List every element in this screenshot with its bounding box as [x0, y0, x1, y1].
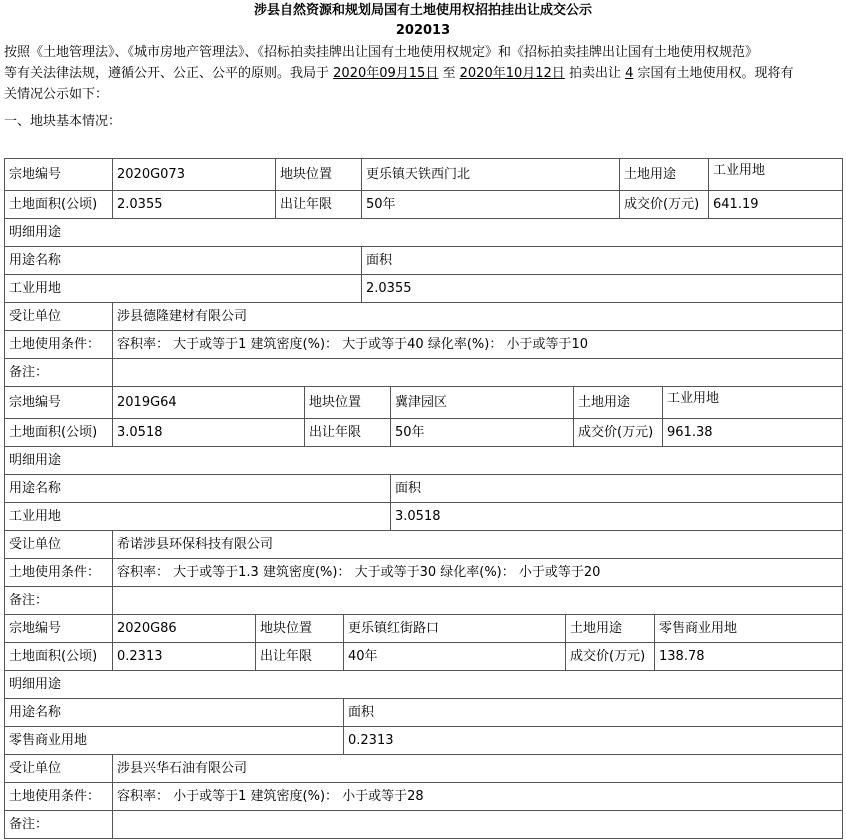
- table-row: [5, 447, 843, 475]
- location-label: 地块位置: [305, 387, 391, 419]
- term-label: 出让年限: [305, 419, 391, 447]
- price-label: 成交价(万元): [566, 643, 655, 671]
- table-row: [5, 643, 843, 671]
- grantee: 涉县兴华石油有限公司: [113, 755, 843, 783]
- conditions: 容积率： 大于或等于1.3 建筑密度(%)： 大于或等于30 绿化率(%)： 小于或等于20: [113, 559, 843, 587]
- area-col-label: 面积: [362, 247, 843, 275]
- usage: 工业用地: [663, 387, 843, 419]
- area: 2.0355: [113, 191, 276, 219]
- table-row: [5, 615, 843, 643]
- term-label: 出让年限: [256, 643, 344, 671]
- detail-area: 0.2313: [344, 727, 843, 755]
- intro-text-b: 至: [442, 66, 456, 81]
- usage: 工业用地: [709, 159, 843, 191]
- conditions-label: 土地使用条件：: [5, 331, 113, 359]
- location: 更乐镇天铁西门北: [362, 159, 620, 191]
- table-row: [5, 191, 843, 219]
- intro-line-1: 按照《土地管理法》、《城市房地产管理法》、《招标拍卖挂牌出让国有土地使用权规定》和《招标拍卖挂牌出让国有土地使用权规范》: [4, 45, 759, 60]
- usage-label: 土地用途: [574, 387, 663, 419]
- price: 961.38: [663, 419, 843, 447]
- table-row: [5, 783, 843, 811]
- price-label: 成交价(万元): [574, 419, 663, 447]
- remark-label: 备注：: [5, 587, 113, 615]
- table-row: [5, 331, 843, 359]
- page-title: 涉县自然资源和规划局国有土地使用权招拍挂出让成交公示: [253, 3, 592, 18]
- parcel-no: 2020G073: [113, 159, 276, 191]
- parcel-no: 2020G86: [113, 615, 256, 643]
- table-row: [5, 503, 843, 531]
- grantee: 希诺涉县环保科技有限公司: [113, 531, 843, 559]
- price: 641.19: [709, 191, 843, 219]
- usage-name-label: 用途名称: [5, 475, 391, 503]
- table-row: [5, 419, 843, 447]
- grantee: 涉县德隆建材有限公司: [113, 303, 843, 331]
- parcel-table: [4, 158, 843, 387]
- detail-usage-name: 工业用地: [5, 503, 391, 531]
- parcel-no-label: 宗地编号: [5, 615, 113, 643]
- usage-name-label: 用途名称: [5, 699, 344, 727]
- area-label: 土地面积(公顷): [5, 191, 113, 219]
- grantee-label: 受让单位: [5, 303, 113, 331]
- detail-usage-name: 零售商业用地: [5, 727, 344, 755]
- remark: [113, 359, 843, 387]
- parcel-count: 4: [625, 66, 634, 81]
- conditions: 容积率： 小于或等于1 建筑密度(%)： 小于或等于28: [113, 783, 843, 811]
- detail-usage-name: 工业用地: [5, 275, 362, 303]
- table-row: [5, 755, 843, 783]
- usage-label: 土地用途: [566, 615, 655, 643]
- term: 50年: [391, 419, 574, 447]
- table-row: [5, 475, 843, 503]
- area-label: 土地面积(公顷): [5, 419, 113, 447]
- end-date: 2020年10月12日: [459, 66, 565, 81]
- location-label: 地块位置: [256, 615, 344, 643]
- term-label: 出让年限: [276, 191, 362, 219]
- table-row: [5, 699, 843, 727]
- grantee-label: 受让单位: [5, 531, 113, 559]
- term: 40年: [344, 643, 566, 671]
- remark-label: 备注：: [5, 811, 113, 839]
- price: 138.78: [655, 643, 843, 671]
- parcel-table: [4, 386, 843, 615]
- location: 冀津园区: [391, 387, 574, 419]
- intro-line-3: 关情况公示如下：: [4, 87, 109, 102]
- table-row: [5, 359, 843, 387]
- parcel-no: 2019G64: [113, 387, 305, 419]
- parcel-no-label: 宗地编号: [5, 159, 113, 191]
- table-row: [5, 303, 843, 331]
- price-label: 成交价(万元): [620, 191, 709, 219]
- conditions-label: 土地使用条件：: [5, 783, 113, 811]
- area: 3.0518: [113, 419, 305, 447]
- table-row: [5, 219, 843, 247]
- conditions: 容积率： 大于或等于1 建筑密度(%)： 大于或等于40 绿化率(%)： 小于或等于10: [113, 331, 843, 359]
- usage-label: 土地用途: [620, 159, 709, 191]
- remark: [113, 811, 843, 839]
- table-row: [5, 587, 843, 615]
- parcel-no-label: 宗地编号: [5, 387, 113, 419]
- detail-label: 明细用途: [5, 447, 843, 475]
- table-row: [5, 811, 843, 839]
- intro-text-d: 宗国有土地使用权。现将有: [637, 66, 794, 81]
- location: 更乐镇红街路口: [344, 615, 566, 643]
- announcement-code: 202013: [395, 23, 451, 38]
- remark: [113, 587, 843, 615]
- detail-area: 3.0518: [391, 503, 843, 531]
- area-col-label: 面积: [391, 475, 843, 503]
- conditions-label: 土地使用条件：: [5, 559, 113, 587]
- area: 0.2313: [113, 643, 256, 671]
- table-row: [5, 531, 843, 559]
- grantee-label: 受让单位: [5, 755, 113, 783]
- table-row: [5, 559, 843, 587]
- usage-name-label: 用途名称: [5, 247, 362, 275]
- detail-area: 2.0355: [362, 275, 843, 303]
- section-title: 一、地块基本情况：: [4, 114, 122, 129]
- intro-paragraph: [0, 42, 846, 105]
- table-row: [5, 275, 843, 303]
- table-row: [5, 727, 843, 755]
- remark-label: 备注：: [5, 359, 113, 387]
- usage: 零售商业用地: [655, 615, 843, 643]
- area-col-label: 面积: [344, 699, 843, 727]
- intro-text-c: 拍卖出让: [568, 66, 621, 81]
- detail-label: 明细用途: [5, 671, 843, 699]
- start-date: 2020年09月15日: [333, 66, 439, 81]
- table-row: [5, 159, 843, 191]
- location-label: 地块位置: [276, 159, 362, 191]
- table-row: [5, 671, 843, 699]
- area-label: 土地面积(公顷): [5, 643, 113, 671]
- intro-text-a: 等有关法律法规，遵循公开、公正、公平的原则。我局于: [4, 66, 330, 81]
- table-row: [5, 247, 843, 275]
- table-row: [5, 387, 843, 419]
- term: 50年: [362, 191, 620, 219]
- parcel-table: [4, 614, 843, 839]
- detail-label: 明细用途: [5, 219, 843, 247]
